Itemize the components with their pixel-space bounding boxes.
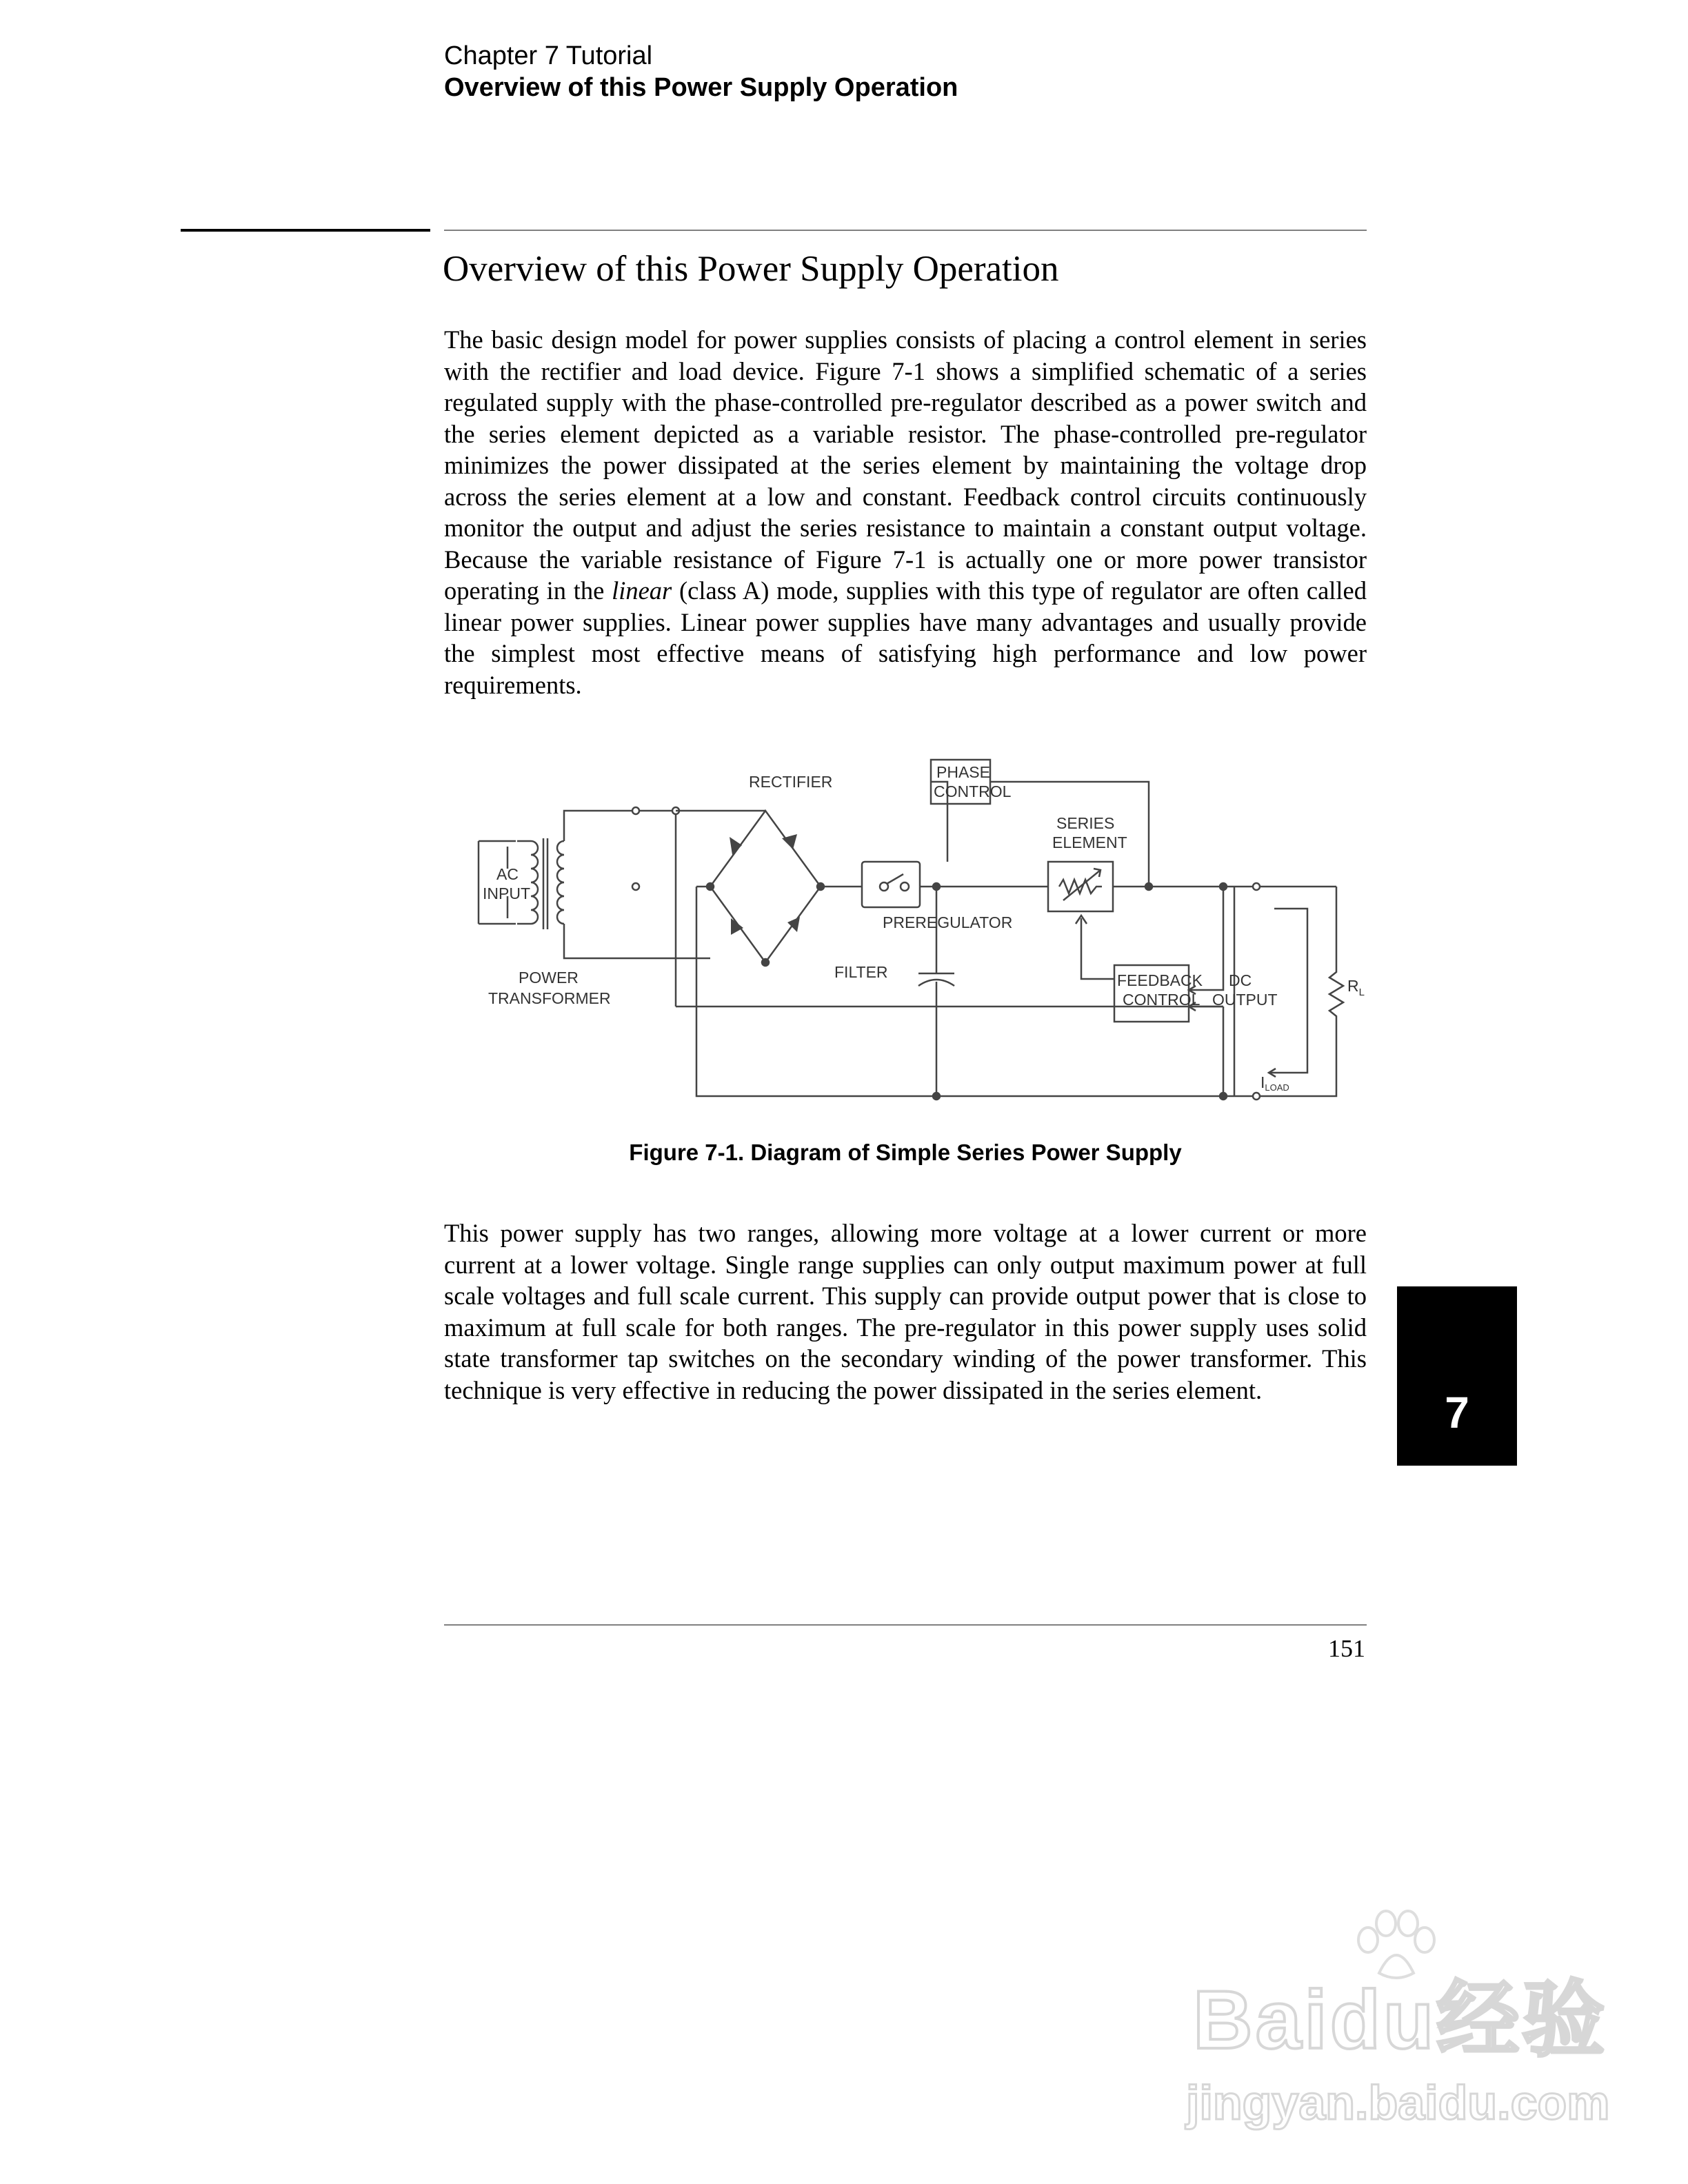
transformer-secondary-coil bbox=[557, 841, 564, 924]
paragraph-1-italic-term: linear bbox=[612, 576, 672, 605]
label-preregulator: PREREGULATOR bbox=[883, 913, 1013, 931]
label-ac-input-1: AC bbox=[496, 865, 519, 883]
running-header-section: Overview of this Power Supply Operation bbox=[444, 73, 958, 102]
watermark-brand: Baidu经验 bbox=[1193, 1974, 1608, 2066]
bridge-rectifier bbox=[710, 811, 821, 962]
label-load-resistor bbox=[1347, 977, 1365, 998]
running-header bbox=[444, 40, 958, 103]
label-phase-control-2: CONTROL bbox=[934, 782, 1012, 800]
label-filter: FILTER bbox=[834, 963, 888, 981]
page-number: 151 bbox=[1328, 1635, 1365, 1662]
label-series-element-1: SERIES bbox=[1056, 814, 1115, 832]
label-series-element-2: ELEMENT bbox=[1052, 833, 1127, 851]
watermark-domain: jingyan.baidu.com bbox=[1186, 2076, 1610, 2130]
paragraph-1-text-b: (class A) mode, supplies with this type of regulator are often called linear power supplies. Linear power supplies have many advantages and usually provide the simplest most effective means of satisfying high performance and low power requirements. bbox=[444, 576, 1367, 699]
label-load-current-sub: LOAD bbox=[1265, 1082, 1289, 1093]
transformer-primary-coil bbox=[531, 841, 538, 924]
schematic-svg bbox=[476, 758, 1365, 1117]
label-ac-input-2: INPUT bbox=[483, 884, 530, 902]
body-paragraph-1 bbox=[444, 324, 1367, 700]
dc-output-terminal-negative bbox=[1253, 1093, 1260, 1100]
label-feedback-control-2: CONTROL bbox=[1123, 991, 1200, 1009]
diode-3 bbox=[731, 918, 743, 935]
thumb-tab-number: 7 bbox=[1445, 1388, 1469, 1437]
label-dc-output-1: DC bbox=[1229, 971, 1252, 989]
label-phase-control-1: PHASE bbox=[936, 763, 990, 781]
power-supply-schematic bbox=[476, 758, 1365, 1117]
body-paragraph-2: This power supply has two ranges, allowing more voltage at a lower current or more current at a lower voltage. Single range supplies can only output maximum power at full scale voltages and full scale current. This supply can provide output power that is close to maximum at full scale for both ranges. The pre-regulator in this power supply uses solid state transformer tap switches on the secondary winding of the power transformer. This technique is very effective in reducing the power dissipated in the series element. bbox=[444, 1219, 1367, 1404]
chapter-thumb-tab bbox=[1397, 1286, 1517, 1466]
figure-caption: Figure 7-1. Diagram of Simple Series Power Supply bbox=[629, 1140, 1182, 1165]
section-title: Overview of this Power Supply Operation bbox=[443, 249, 1059, 289]
section-rule-right bbox=[444, 230, 1367, 231]
label-load-current-i: I bbox=[1260, 1073, 1265, 1091]
footer-rule bbox=[444, 1624, 1367, 1626]
label-feedback-control-1: FEEDBACK bbox=[1117, 971, 1203, 989]
running-header-chapter: Chapter 7 Tutorial bbox=[444, 41, 653, 70]
label-rectifier: RECTIFIER bbox=[749, 773, 833, 791]
dc-output-terminal-positive bbox=[1253, 883, 1260, 890]
preregulator-switch bbox=[862, 862, 920, 907]
label-power-transformer-1: POWER bbox=[519, 969, 579, 987]
label-load-resistor-r: R bbox=[1347, 977, 1359, 995]
label-dc-output-2: OUTPUT bbox=[1212, 991, 1278, 1009]
paragraph-1-text-a: The basic design model for power supplies consists of placing a control element in series with the rectifier and load device. Figure 7-1 shows a simplified schematic of a series regulated supply with the phase-controlled pre-regulator described as a power switch and the series element depicted as a variable resistor. The phase-controlled pre-regulator minimizes the power dissipated at the series element by maintaining the voltage drop across the series element at a low and constant. Feedback control circuits continuously monitor the output and adjust the series resistance to maintain a constant output voltage. Because the variable resistance of Figure 7-1 is actually one or more power transistor operating in the bbox=[444, 325, 1367, 605]
label-power-transformer-2: TRANSFORMER bbox=[488, 989, 611, 1007]
baidu-watermark bbox=[1172, 1910, 1610, 2144]
label-load-resistor-sub: L bbox=[1358, 987, 1365, 998]
section-rule-left bbox=[181, 229, 430, 232]
